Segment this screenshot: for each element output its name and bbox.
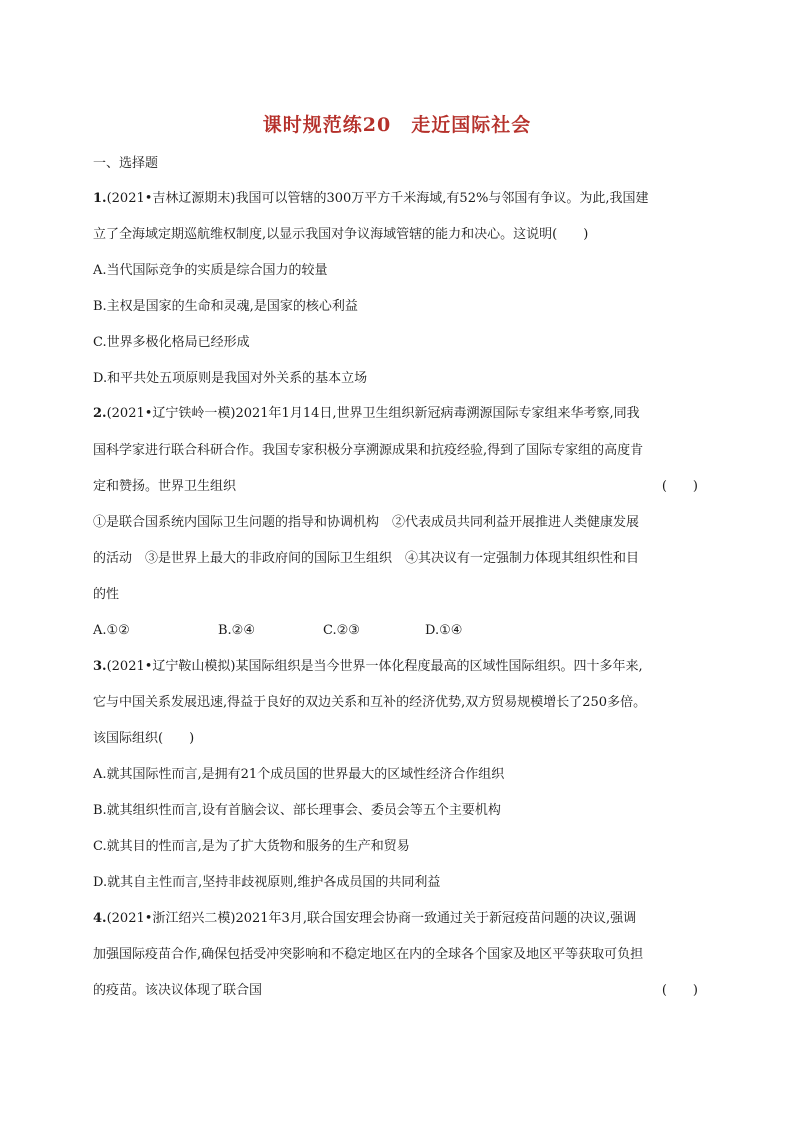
q3-option-a: A.就其国际性而言,是拥有21个成员国的世界最大的区域性经济合作组织	[93, 767, 505, 782]
q1-option-b: B.主权是国家的生命和灵魂,是国家的核心利益	[93, 299, 358, 314]
q3-option-b: B.就其组织性而言,设有首脑会议、部长理事会、委员会等五个主要机构	[93, 803, 501, 818]
q3-number: 3.	[93, 659, 107, 674]
q2-stem-text-1: (2021•辽宁铁岭一模)2021年1月14日,世界卫生组织新冠病毒溯源国际专家组来华考察,同我	[106, 406, 640, 421]
q3-stem-line-1	[93, 658, 713, 676]
q1-number: 1.	[93, 191, 107, 206]
q3-stem-text-1: (2021•辽宁鞍山模拟)某国际组织是当今世界一体化程度最高的区域性国际组织。四十多年来,	[106, 659, 643, 674]
q2-option-d: D.①④	[425, 623, 463, 638]
q2-option-c: C.②③	[323, 623, 360, 638]
q3-option-c: C.就其目的性而言,是为了扩大货物和服务的生产和贸易	[93, 839, 410, 854]
q4-number: 4.	[93, 911, 107, 926]
page-title: 课时规范练20 走近国际社会	[262, 114, 532, 136]
q4-answer-paren: ( )	[661, 983, 698, 998]
q2-statement-line-3: 的性	[93, 587, 120, 602]
q4-stem-line-1	[93, 910, 713, 928]
q2-stem-line-3	[93, 478, 713, 496]
q4-stem-text-3: 的疫苗。该决议体现了联合国	[93, 983, 263, 998]
q2-answer-paren: ( )	[661, 479, 698, 494]
q1-stem-line-1	[93, 190, 713, 208]
q4-stem-text-1: (2021•浙江绍兴二模)2021年3月,联合国安理会协商一致通过关于新冠疫苗问题的决议,强调	[106, 911, 637, 926]
q3-stem-line-2: 它与中国关系发展迅速,得益于良好的双边关系和互补的经济优势,双方贸易规模增长了250多倍。	[93, 695, 647, 710]
q2-option-a: A.①②	[93, 623, 130, 638]
q4-stem-line-2: 加强国际疫苗合作,确保包括受冲突影响和不稳定地区在内的全球各个国家及地区平等获取可负担	[93, 947, 644, 962]
q3-option-d: D.就其自主性而言,坚持非歧视原则,维护各成员国的共同利益	[93, 875, 441, 890]
q2-option-b: B.②④	[218, 623, 255, 638]
q2-statement-line-2: 的活动 ③是世界上最大的非政府间的国际卫生组织 ④其决议有一定强制力体现其组织性和目	[93, 551, 640, 566]
q2-stem-line-1	[93, 405, 713, 423]
q1-option-a: A.当代国际竞争的实质是综合国力的较量	[93, 263, 328, 278]
q1-stem-text-1: (2021•吉林辽源期末)我国可以管辖的300万平方千米海域,有52%与邻国有争议。为此,我国建	[106, 191, 649, 206]
q2-number: 2.	[93, 406, 107, 421]
q2-statement-line-1: ①是联合国系统内国际卫生问题的指导和协调机构 ②代表成员共同利益开展推进人类健康发展	[93, 515, 640, 530]
q1-option-d: D.和平共处五项原则是我国对外关系的基本立场	[93, 371, 368, 386]
q4-stem-line-3	[93, 982, 713, 1000]
q1-stem-line-2: 立了全海域定期巡航维权制度,以显示我国对争议海域管辖的能力和决心。这说明( )	[93, 227, 589, 242]
q2-stem-text-3: 定和赞扬。世界卫生组织	[93, 479, 237, 494]
section-heading: 一、选择题	[93, 156, 159, 171]
q2-options-row	[93, 622, 713, 640]
q3-stem-line-3: 该国际组织( )	[93, 731, 195, 746]
q1-option-c: C.世界多极化格局已经形成	[93, 335, 250, 350]
q2-stem-line-2: 国科学家进行联合科研合作。我国专家积极分享溯源成果和抗疫经验,得到了国际专家组的高度肯	[93, 443, 644, 458]
